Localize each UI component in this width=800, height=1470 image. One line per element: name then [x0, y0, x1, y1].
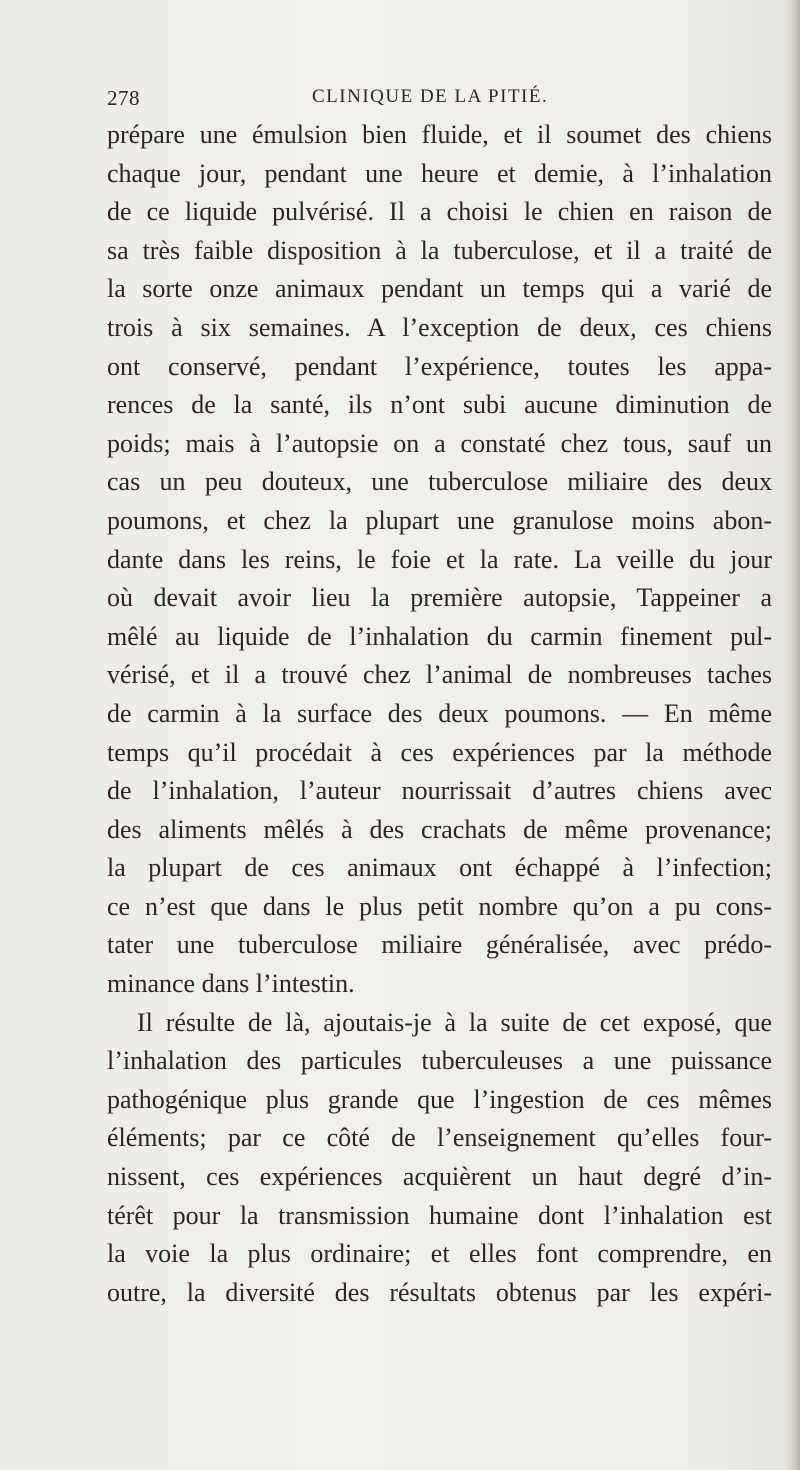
text-line: la voie la plus ordinaire; et elles font comprendre, en — [107, 1239, 772, 1269]
text-line: poids; mais à l’autopsie on a constaté chez tous, sauf un — [107, 428, 772, 458]
text-line: rences de la santé, ils n’ont subi aucune diminution de — [107, 390, 772, 420]
text-line: ont conservé, pendant l’expérience, toutes les appa- — [107, 351, 772, 381]
paragraph-start-line: Il résulte de là, ajoutais-je à la suite de cet exposé, que — [137, 1007, 772, 1037]
running-title: CLINIQUE DE LA PITIÉ. — [312, 86, 549, 107]
text-line: dante dans les reins, le foie et la rate. La veille du jour — [107, 544, 772, 574]
text-line: chaque jour, pendant une heure et demie, à l’inhalation — [107, 158, 772, 188]
text-line: la plupart de ces animaux ont échappé à l’infection; — [107, 853, 772, 883]
text-line: nissent, ces expériences acquièrent un haut degré d’in- — [107, 1162, 772, 1192]
text-line: prépare une émulsion bien fluide, et il soumet des chiens — [107, 120, 772, 149]
text-line: tater une tuberculose miliaire généralisée, avec prédo- — [107, 930, 772, 960]
text-line: de carmin à la surface des deux poumons. — En même — [107, 698, 772, 728]
paragraph-end-line: minance dans l’intestin. — [107, 969, 355, 999]
text-line: la sorte onze animaux pendant un temps qui a varié de — [107, 274, 772, 304]
text-line: éléments; par ce côté de l’enseignement qu’elles four- — [107, 1123, 772, 1153]
text-line: cas un peu douteux, une tuberculose miliaire des deux — [107, 467, 772, 497]
page-edge-shadow — [786, 0, 800, 1470]
text-line: sa très faible disposition à la tuberculose, et il a traité de — [107, 235, 772, 265]
text-line: mêlé au liquide de l’inhalation du carmin finement pul- — [107, 621, 772, 651]
text-line: outre, la diversité des résultats obtenus par les expéri- — [107, 1277, 772, 1307]
text-line: de l’inhalation, l’auteur nourrissait d’autres chiens avec — [107, 776, 772, 806]
page-header — [107, 86, 772, 116]
text-line: térêt pour la transmission humaine dont l’inhalation est — [107, 1200, 772, 1230]
body-text — [107, 116, 772, 1312]
page-number: 278 — [107, 86, 140, 110]
text-line: vérisé, et il a trouvé chez l’animal de nombreuses taches — [107, 660, 772, 690]
text-line: l’inhalation des particules tuberculeuses a une puissance — [107, 1046, 772, 1076]
text-line: trois à six semaines. A l’exception de deux, ces chiens — [107, 312, 772, 342]
text-line: poumons, et chez la plupart une granulose moins abon- — [107, 505, 772, 535]
text-line: ce n’est que dans le plus petit nombre qu’on a pu cons- — [107, 891, 772, 921]
text-line: temps qu’il procédait à ces expériences par la méthode — [107, 737, 772, 767]
text-line: pathogénique plus grande que l’ingestion de ces mêmes — [107, 1084, 772, 1114]
text-line: où devait avoir lieu la première autopsie, Tappeiner a — [107, 583, 772, 613]
text-line: des aliments mêlés à des crachats de même provenance; — [107, 814, 772, 844]
text-line: de ce liquide pulvérisé. Il a choisi le chien en raison de — [107, 197, 772, 227]
